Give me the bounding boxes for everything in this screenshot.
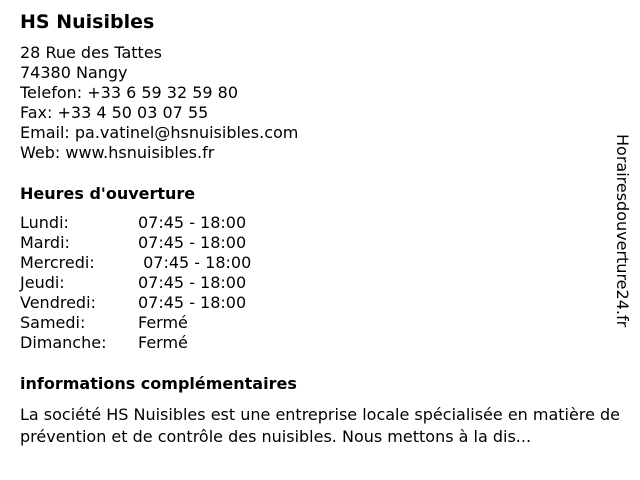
time-value: Fermé bbox=[138, 333, 188, 352]
day-label: Dimanche: bbox=[20, 333, 107, 352]
hours-row-wednesday bbox=[20, 253, 251, 273]
day-label: Mercredi: bbox=[20, 253, 95, 272]
time-value: 07:45 - 18:00 bbox=[138, 293, 247, 312]
hours-row-thursday bbox=[20, 273, 251, 293]
time-value: Fermé bbox=[138, 313, 188, 332]
hours-row-friday bbox=[20, 293, 251, 313]
business-name: HS Nuisibles bbox=[20, 11, 155, 33]
web-line: Web: www.hsnuisibles.fr bbox=[20, 143, 215, 162]
day-label: Lundi: bbox=[20, 213, 69, 232]
contact-block bbox=[20, 43, 298, 163]
time-value: 07:45 - 18:00 bbox=[138, 213, 247, 232]
day-label: Samedi: bbox=[20, 313, 86, 332]
time-value: 07:45 - 18:00 bbox=[138, 253, 252, 272]
site-watermark: Horairesdouverture24.fr bbox=[613, 134, 632, 328]
opening-hours-title: Heures d'ouverture bbox=[20, 184, 196, 203]
address-city: 74380 Nangy bbox=[20, 63, 128, 82]
hours-row-monday bbox=[20, 213, 251, 233]
hours-row-sunday bbox=[20, 333, 251, 353]
day-label: Jeudi: bbox=[20, 273, 65, 292]
time-value: 07:45 - 18:00 bbox=[138, 233, 247, 252]
opening-hours-table bbox=[20, 213, 251, 353]
additional-info-title: informations complémentaires bbox=[20, 374, 297, 393]
day-label: Vendredi: bbox=[20, 293, 96, 312]
address-street: 28 Rue des Tattes bbox=[20, 43, 162, 62]
fax-line: Fax: +33 4 50 03 07 55 bbox=[20, 103, 209, 122]
phone-line: Telefon: +33 6 59 32 59 80 bbox=[20, 83, 239, 102]
email-line: Email: pa.vatinel@hsnuisibles.com bbox=[20, 123, 299, 142]
hours-row-tuesday bbox=[20, 233, 251, 253]
day-label: Mardi: bbox=[20, 233, 70, 252]
business-description: La société HS Nuisibles est une entreprise locale spécialisée en matière de prévention et de contrôle des nuisibles. Nous mettons à la dis... bbox=[20, 405, 620, 446]
time-value: 07:45 - 18:00 bbox=[138, 273, 247, 292]
hours-row-saturday bbox=[20, 313, 251, 333]
